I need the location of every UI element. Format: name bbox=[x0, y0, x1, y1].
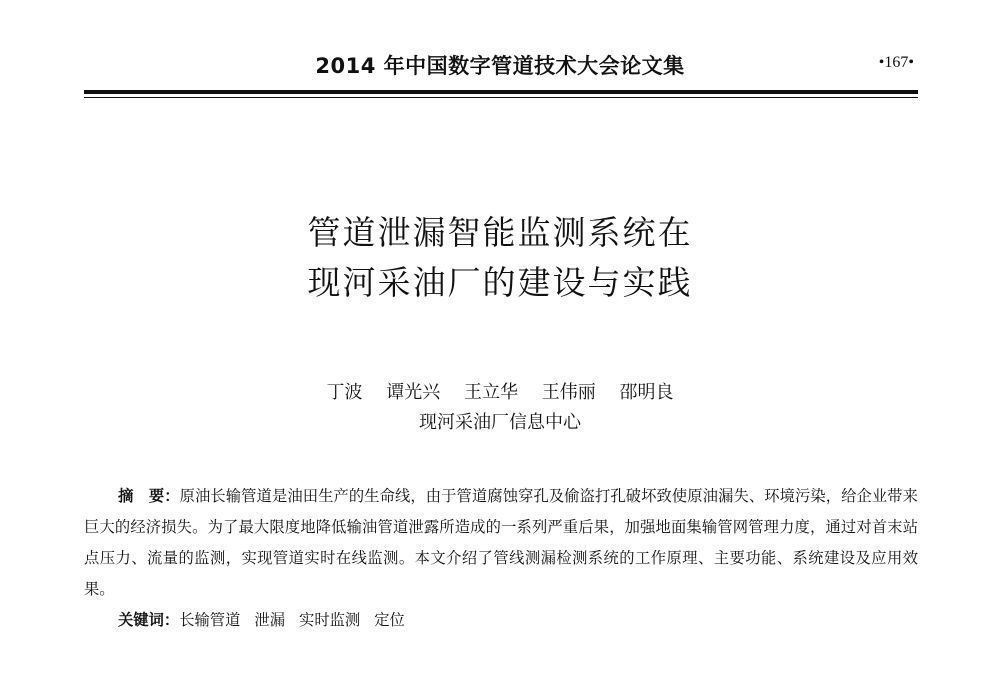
journal-title: 2014 年中国数字管道技术大会论文集 bbox=[315, 54, 685, 78]
author-name: 王立华 bbox=[464, 382, 518, 403]
paper-title bbox=[0, 208, 1000, 308]
author-list bbox=[0, 380, 1000, 406]
header-rule-thin bbox=[84, 97, 918, 98]
author-name: 王伟丽 bbox=[541, 382, 596, 403]
abstract bbox=[84, 481, 918, 605]
paper-title-line-1: 管道泄漏智能监测系统在 bbox=[307, 213, 693, 252]
keyword: 定位 bbox=[374, 611, 405, 629]
abstract-label: 摘 要： bbox=[118, 487, 180, 505]
abstract-text: 原油长输管道是油田生产的生命线，由于管道腐蚀穿孔及偷盗打孔破坏致使原油漏失、环境污染，给企业带来巨大的经济损失。为了最大限度地降低输油管道泄露所造成的一系列严重后果，加强地面集输管网管理力度，通过对首末站点压力、流量的监测，实现管道实时在线监测。本文介绍了管线测漏检测系统的工作原理、主要功能、系统建设及应用效果。 bbox=[84, 487, 918, 598]
keywords-label: 关键词： bbox=[118, 611, 180, 629]
keyword: 实时监测 bbox=[299, 611, 361, 629]
header-rule-thick bbox=[84, 90, 918, 94]
author-name: 丁波 bbox=[326, 382, 363, 403]
keyword: 长输管道 bbox=[179, 611, 241, 629]
paper-title-line-2: 现河采油厂的建设与实践 bbox=[307, 263, 693, 302]
keywords bbox=[118, 605, 419, 636]
keyword: 泄漏 bbox=[254, 611, 286, 629]
affiliation: 现河采油厂信息中心 bbox=[419, 412, 581, 433]
running-head bbox=[0, 50, 1000, 80]
page-number: •167• bbox=[878, 54, 914, 71]
author-name: 邵明良 bbox=[619, 382, 674, 403]
author-name: 谭光兴 bbox=[386, 382, 441, 403]
